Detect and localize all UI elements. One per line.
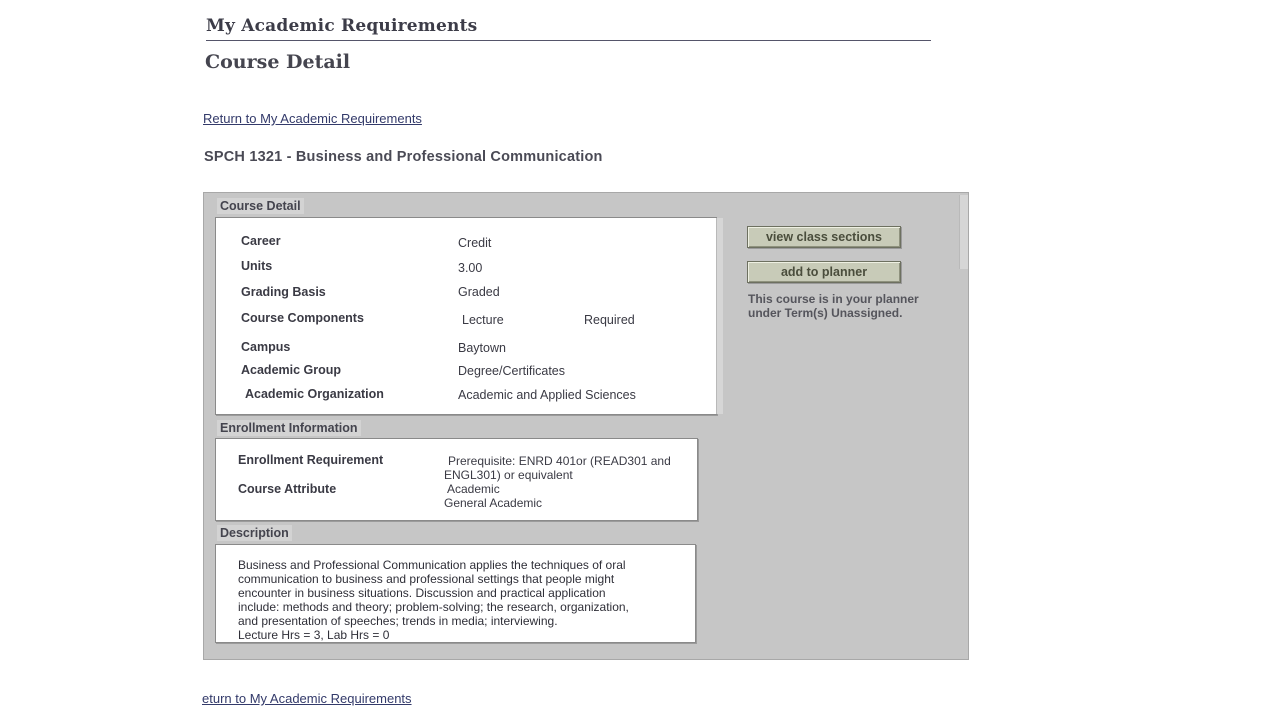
page-title: My Academic Requirements (206, 16, 478, 36)
course-components-label: Course Components (241, 311, 364, 325)
page-subtitle: Course Detail (205, 51, 351, 73)
title-divider (206, 40, 931, 41)
course-components-status: Required (584, 313, 635, 327)
enrollment-requirement-value-line2: ENGL301) or equivalent (444, 468, 573, 482)
career-value: Credit (458, 236, 492, 250)
campus-label: Campus (241, 340, 291, 354)
units-value: 3.00 (458, 261, 483, 275)
panel-scrollbar[interactable] (959, 195, 968, 269)
course-attribute-value-line2: General Academic (444, 496, 543, 510)
planner-note-line1: This course is in your planner (748, 292, 919, 306)
view-class-sections-button[interactable]: view class sections (747, 226, 901, 248)
course-attribute-value-line1: Academic (447, 482, 500, 496)
course-title: SPCH 1321 - Business and Professional Communication (204, 149, 603, 165)
academic-group-label: Academic Group (241, 363, 342, 377)
academic-organization-label: Academic Organization (245, 387, 384, 401)
campus-value: Baytown (458, 341, 506, 355)
academic-organization-value: Academic and Applied Sciences (458, 388, 636, 402)
units-label: Units (241, 259, 273, 273)
description-section-label: Description (217, 525, 292, 541)
enrollment-requirement-value-line1: Prerequisite: ENRD 401or (READ301 and (448, 454, 671, 468)
return-link-top[interactable]: Return to My Academic Requirements (203, 111, 422, 126)
grading-basis-label: Grading Basis (241, 285, 326, 299)
enrollment-requirement-label: Enrollment Requirement (238, 453, 384, 467)
course-attribute-label: Course Attribute (238, 482, 337, 496)
course-detail-section-label: Course Detail (217, 198, 304, 214)
description-text: Business and Professional Communication applies the techniques of oral communication to business and professional settings that people might encounter in business situations. Discussion and practical application include: methods and theory; problem-solving; the research, organization, and presentation of speeches; trends in media; interviewing. Lecture Hrs = 3, Lab Hrs = 0 (238, 558, 629, 642)
add-to-planner-button[interactable]: add to planner (747, 261, 901, 283)
academic-group-value: Degree/Certificates (458, 364, 565, 378)
course-components-value: Lecture (462, 313, 504, 327)
enrollment-section-label: Enrollment Information (217, 420, 361, 436)
return-link-bottom[interactable]: eturn to My Academic Requirements (202, 691, 412, 706)
grading-basis-value: Graded (458, 285, 500, 299)
career-label: Career (241, 234, 281, 248)
course-detail-scrollbar[interactable] (716, 218, 723, 414)
planner-note-line2: under Term(s) Unassigned. (748, 306, 903, 320)
